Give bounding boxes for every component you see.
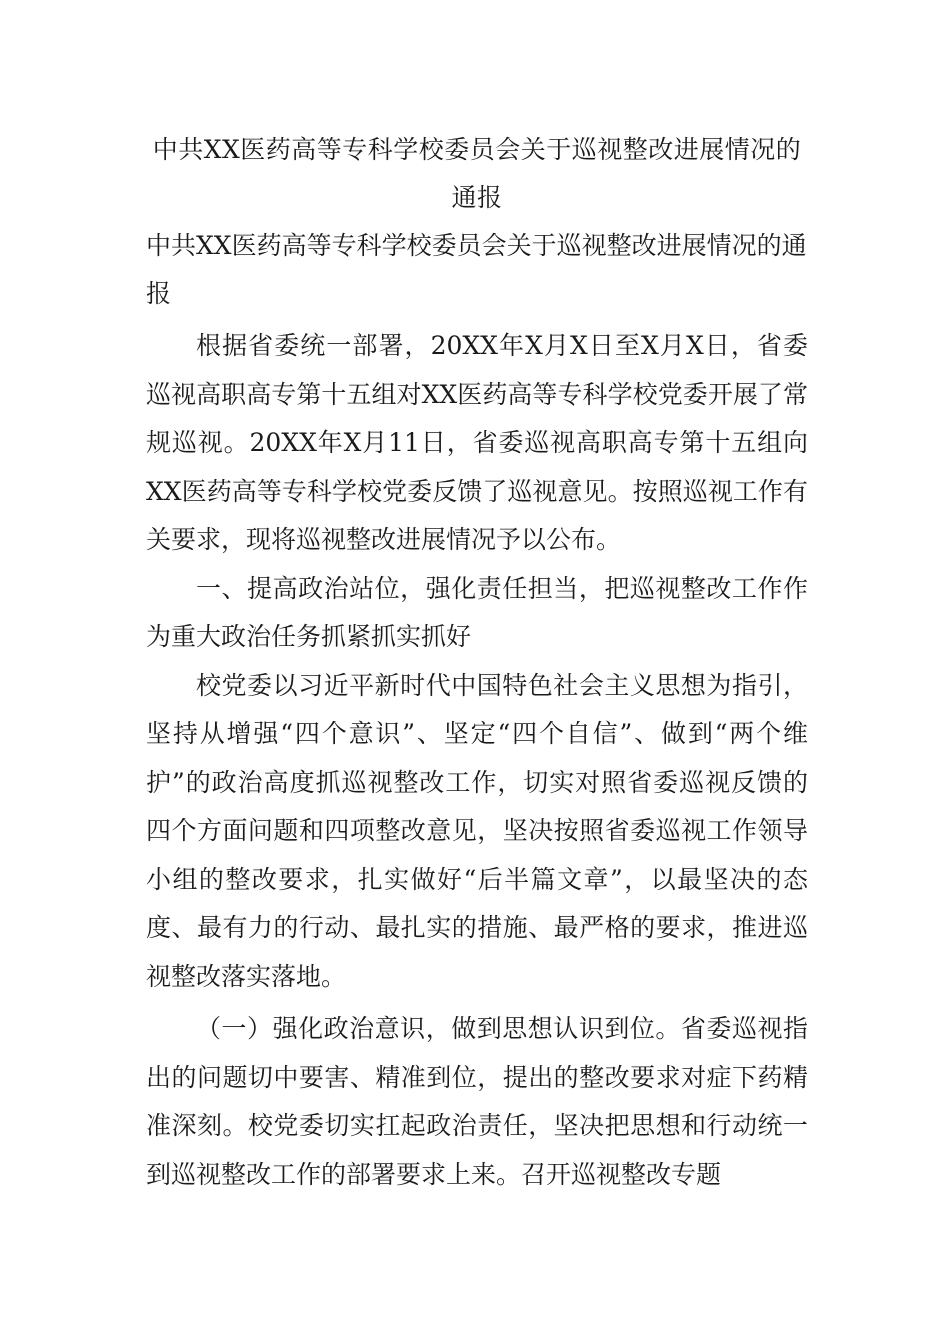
paragraph-subsection-1: （一）强化政治意识，做到思想认识到位。省委巡视指出的问题切中要害、精准到位，提出的整改要求对症下药精准深刻。校党委切实扛起政治责任，坚决把思想和行动统一到巡视整改工作的部署要求上来。召开巡视整改专题 [146,1014,808,1189]
document-subtitle: 中共XX医药高等专科学校委员会关于巡视整改进展情况的通报 [146,231,807,308]
paragraph-section-1: 校党委以习近平新时代中国特色社会主义思想为指引，坚持从增强“四个意识”、坚定“四个自信”、做到“两个维护”的政治高度抓巡视整改工作，切实对照省委巡视反馈的四个方面问题和四项整改意见，坚决按照省委巡视工作领导小组的整改要求，扎实做好“后半篇文章”，以最坚决的态度、最有力的行动、最扎实的措施、最严格的要求，推进巡视整改落实落地。 [146,670,808,991]
document-page [146,126,808,1199]
section-heading-1: 一、提高政治站位，强化责任担当，把巡视整改工作作为重大政治任务抓紧抓实抓好 [146,573,808,651]
paragraph-intro: 根据省委统一部署，20XX年X月X日至X月X日，省委巡视高职高专第十五组对XX医药高等专科学校党委开展了常规巡视。20XX年X月11日，省委巡视高职高专第十五组向XX医药高等专科学校党委反馈了巡视意见。按照巡视工作有关要求，现将巡视整改进展情况予以公布。 [146,331,808,554]
document-title: 中共XX医药高等专科学校委员会关于巡视整改进展情况的通报 [152,135,802,212]
